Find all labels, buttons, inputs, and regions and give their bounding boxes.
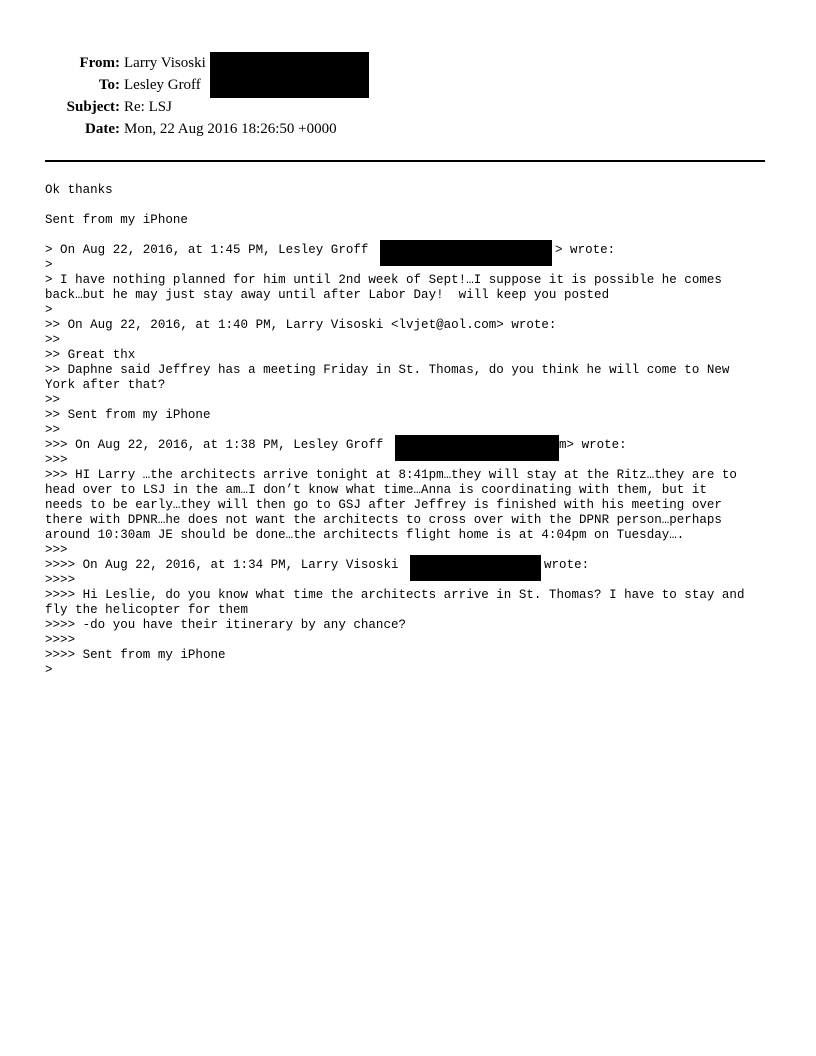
body-line-text: >> Sent from my iPhone	[45, 408, 211, 422]
body-line-text: >	[45, 258, 53, 272]
body-line-text: >>> On Aug 22, 2016, at 1:38 PM, Lesley Groff	[45, 438, 384, 452]
body-line	[45, 213, 785, 228]
body-line	[45, 333, 785, 348]
body-line	[45, 618, 785, 633]
body-line	[45, 648, 785, 663]
body-line	[45, 258, 785, 273]
body-line-text: >>>	[45, 543, 68, 557]
subject-row	[0, 96, 816, 118]
body-line	[45, 483, 785, 498]
body-line	[45, 348, 785, 363]
body-line-text: >>>> Sent from my iPhone	[45, 648, 226, 662]
body-line-text: York after that?	[45, 378, 166, 392]
to-row	[0, 74, 816, 96]
body-line	[45, 378, 785, 393]
body-line	[45, 663, 785, 678]
body-line	[45, 318, 785, 333]
date-value: Mon, 22 Aug 2016 18:26:50 +0000	[124, 121, 337, 137]
date-label: Date:	[85, 121, 120, 137]
body-line-suffix: m> wrote:	[559, 438, 627, 452]
body-line	[45, 573, 785, 588]
subject-value: Re: LSJ	[124, 99, 172, 115]
body-line	[45, 588, 785, 603]
header-redaction	[210, 52, 369, 98]
body-line	[45, 603, 785, 618]
body-line	[45, 558, 785, 573]
body-line-text: >>>>	[45, 633, 76, 647]
body-line-text: >>> HI Larry …the architects arrive tonight at 8:41pm…they will stay at the Ritz…they are to	[45, 468, 737, 482]
body-line-text: >>>> -do you have their itinerary by any chance?	[45, 618, 407, 632]
body-line	[45, 243, 785, 258]
body-line-text: >>>> On Aug 22, 2016, at 1:34 PM, Larry Visoski	[45, 558, 399, 572]
body-line	[45, 528, 785, 543]
body-line-text: >>>> Hi Leslie, do you know what time the architects arrive in St. Thomas? I have to stay and	[45, 588, 745, 602]
body-line-text: >>>	[45, 453, 68, 467]
body-line-suffix: > wrote:	[555, 243, 616, 257]
body-line	[45, 453, 785, 468]
body-line	[45, 363, 785, 378]
body-line-text: Sent from my iPhone	[45, 213, 188, 227]
body-line-text: > I have nothing planned for him until 2nd week of Sept!…I suppose it is possible he comes	[45, 273, 722, 287]
body-line-text: Ok thanks	[45, 183, 113, 197]
body-line	[45, 498, 785, 513]
body-line-text: back…but he may just stay away until after Labor Day! will keep you posted	[45, 288, 610, 302]
to-label: To:	[98, 77, 120, 93]
body-line-text: fly the helicopter for them	[45, 603, 249, 617]
body-line	[45, 303, 785, 318]
body-line-text: >>	[45, 423, 61, 437]
body-line-text: >>	[45, 333, 61, 347]
body-line	[45, 408, 785, 423]
email-body	[45, 183, 785, 678]
date-row	[0, 118, 816, 140]
from-label: From:	[79, 55, 120, 71]
body-line-text: >> On Aug 22, 2016, at 1:40 PM, Larry Visoski <lvjet@aol.com> wrote:	[45, 318, 557, 332]
body-line-text: >> Great thx	[45, 348, 136, 362]
body-line-text: needs to be early…they will then go to GSJ after Jeffrey is finished with his meeting over	[45, 498, 722, 512]
body-line-text: head over to LSJ in the am…I don’t know what time…Anna is coordinating with them, but it	[45, 483, 707, 497]
subject-label: Subject:	[66, 99, 120, 115]
from-row	[0, 52, 816, 74]
body-line-text: >	[45, 663, 53, 677]
body-line	[45, 183, 785, 198]
body-line	[45, 273, 785, 288]
body-line	[45, 393, 785, 408]
body-line	[45, 438, 785, 453]
body-line-text: >> Daphne said Jeffrey has a meeting Friday in St. Thomas, do you think he will come to New	[45, 363, 730, 377]
body-line-text: >	[45, 303, 53, 317]
body-line-text: around 10:30am JE should be done…the architects flight home is at 4:04pm on Tuesday….	[45, 528, 685, 542]
body-line-text: >>>>	[45, 573, 76, 587]
body-line	[45, 468, 785, 483]
body-line	[45, 513, 785, 528]
from-value: Larry Visoski	[124, 55, 206, 71]
body-line	[45, 633, 785, 648]
header-divider	[45, 160, 765, 162]
body-line-text: > On Aug 22, 2016, at 1:45 PM, Lesley Groff	[45, 243, 369, 257]
body-line-suffix: wrote:	[544, 558, 590, 572]
body-line	[45, 288, 785, 303]
to-value: Lesley Groff	[124, 77, 201, 93]
body-line-text: >>	[45, 393, 61, 407]
body-line-text: there with DPNR…he does not want the architects to cross over with the DPNR person…perhaps	[45, 513, 722, 527]
body-line	[45, 198, 785, 213]
